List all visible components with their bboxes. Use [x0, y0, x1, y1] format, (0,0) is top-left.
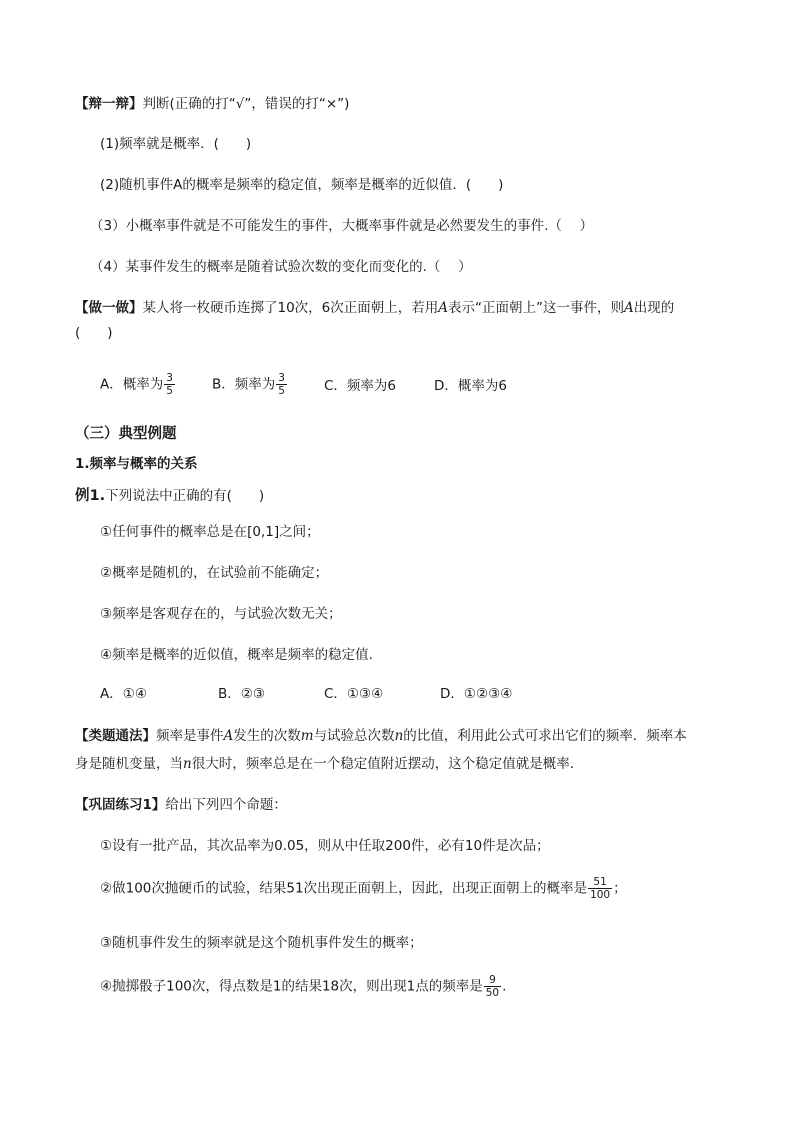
fraction: $\frac{51}{100}$ [590, 876, 611, 901]
method-text: 很大时，频率总是在一个稳定值附近摆动，这个稳定值就是概率． [191, 756, 584, 772]
method-line-2 [75, 754, 583, 774]
method-text: 与试验总次数 [313, 728, 395, 744]
practice-1-stem [75, 795, 287, 815]
example-1-item-1: ①任何事件的概率总是在[0,1]之间； [100, 524, 320, 540]
debate-item-1: (1)频率就是概率．( ) [100, 136, 252, 152]
doit-var-b: A [624, 300, 634, 316]
doit-option-a: A．概率为 $\frac{3}{5}$ [100, 372, 173, 397]
doit-var-a: A [438, 300, 449, 316]
doit-paren: ( ) [75, 325, 113, 341]
fraction: $\frac{3}{5}$ [166, 372, 173, 397]
subsection-title: 1.频率与概率的关系 [75, 456, 198, 472]
practice-1-item-1: ①设有一批产品，其次品率为0.05，则从中任取200件，必有10件是次品； [100, 838, 550, 854]
debate-item-2: (2)随机事件A的概率是频率的稳定值，频率是概率的近似值．( ) [100, 177, 504, 193]
doit-text-b: 表示“正面朝上”这一事件，则 [448, 300, 625, 316]
practice-1-item-4: ④抛掷骰子100次，得点数是1的结果18次，则出现1点的频率是 $\frac{9}{50}$ . [100, 974, 507, 999]
debate-tag: 【辩一辩】 [75, 96, 143, 112]
var-n: n [394, 728, 404, 744]
example-1-tag: 例1. [75, 488, 106, 504]
example-1-option-d: D．①②③④ [440, 686, 513, 702]
var-a: A [223, 728, 234, 744]
practice-1-question: 给出下列四个命题： [165, 797, 287, 813]
method-text: 发生的次数 [233, 728, 301, 744]
debate-instruction: 判断(正确的打“√”，错误的打“×”) [142, 96, 350, 112]
method-text: 身是随机变量，当 [75, 756, 183, 772]
practice-1-item-3: ③随机事件发生的频率就是这个随机事件发生的概率； [100, 935, 423, 951]
method-text: 的比值，利用此公式可求出它们的频率．频率本 [403, 728, 687, 744]
debate-item-4: （4）某事件发生的概率是随着试验次数的变化而变化的.（ ） [90, 259, 472, 275]
example-1-item-2: ②概率是随机的，在试验前不能确定； [100, 565, 329, 581]
var-m: m [300, 728, 314, 744]
example-1-option-a: A．①④ [100, 686, 147, 702]
debate-heading [75, 94, 349, 114]
doit-option-b: B．频率为 $\frac{3}{5}$ [212, 372, 285, 397]
method-line-1 [75, 726, 687, 746]
doit-option-c: C．频率为6 [324, 378, 397, 394]
example-1-option-b: B．②③ [218, 686, 265, 702]
method-text: 频率是事件 [156, 728, 224, 744]
doit-text-c: 出现的 [633, 300, 675, 316]
section-title: （三）典型例题 [75, 426, 177, 442]
practice-1-item-2: ②做100次抛硬币的试验，结果51次出现正面朝上，因此，出现正面朝上的概率是 $\frac{51}{100}$ ； [100, 876, 627, 901]
fraction: $\frac{9}{50}$ [485, 974, 500, 999]
debate-item-3: （3）小概率事件就是不可能发生的事件，大概率事件就是必然要发生的事件.（ ） [90, 218, 594, 234]
doit-option-d: D．概率为6 [434, 378, 507, 394]
var-n: n [183, 756, 192, 772]
fraction: $\frac{3}{5}$ [278, 372, 285, 397]
doit-text-a: 某人将一枚硬币连掷了10次，6次正面朝上，若用 [142, 300, 439, 316]
doit-tag: 【做一做】 [75, 300, 143, 316]
method-tag: 【类题通法】 [75, 728, 156, 744]
example-1-question: 下列说法中正确的有( ) [105, 488, 265, 504]
example-1-item-3: ③频率是客观存在的，与试验次数无关； [100, 606, 342, 622]
example-1-stem [75, 486, 264, 506]
example-1-item-4: ④频率是概率的近似值，概率是频率的稳定值. [100, 647, 373, 663]
doit-stem [75, 298, 674, 318]
practice-1-tag: 【巩固练习1】 [75, 797, 166, 813]
example-1-option-c: C．①③④ [324, 686, 384, 702]
